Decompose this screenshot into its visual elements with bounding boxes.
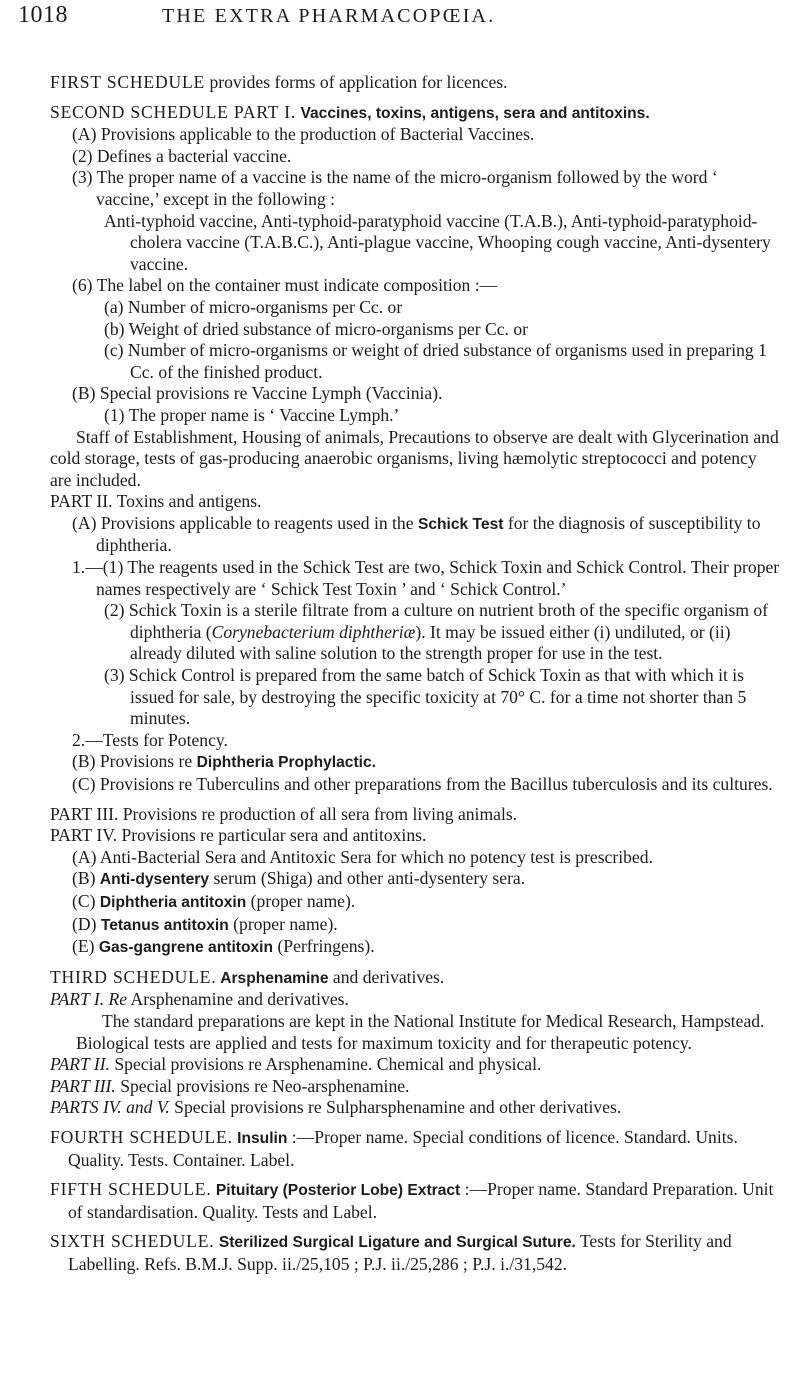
text-run: ). It may be issued either (i) undiluted, or (ii) already diluted with saline solution to the strength proper for use in the test. bbox=[130, 621, 731, 664]
section-heading: PART II. Toxins and antigens. bbox=[50, 491, 262, 512]
paragraph: (3) The proper name of a vaccine is the name of the micro-organism followed by the word ‘ vaccine,’ except in the following : bbox=[72, 167, 718, 209]
italic-term: PARTS IV. and V. bbox=[50, 1097, 170, 1118]
schedule-heading: SECOND SCHEDULE PART I. bbox=[50, 101, 297, 122]
schedule-heading: THIRD SCHEDULE. bbox=[50, 966, 217, 987]
text-run: (Perfringens). bbox=[273, 936, 375, 957]
fourth-schedule-line bbox=[50, 1127, 780, 1171]
schedule-text: provides forms of application for licences. bbox=[205, 72, 508, 92]
text-run: (A) Provisions applicable to reagents used in the bbox=[72, 512, 418, 533]
text-run: (2) Schick Toxin is a sterile filtrate from a culture on nutrient broth of the specific organism of diphtheria ( bbox=[104, 600, 769, 642]
italic-term: PART II. bbox=[50, 1054, 110, 1075]
sixth-schedule-line bbox=[50, 1231, 780, 1275]
bold-term: Anti-dysentery bbox=[99, 871, 210, 889]
paragraph: (1) The proper name is ‘ Vaccine Lymph.’ bbox=[104, 404, 400, 425]
paragraph: 1.—(1) The reagents used in the Schick Test are two, Schick Toxin and Schick Control. Their proper names respectively are ‘ Schick Test Toxin ’ and ‘ Schick Control.’ bbox=[72, 557, 780, 599]
schedule-heading: FOURTH SCHEDULE. bbox=[50, 1126, 233, 1147]
paragraph: (a) Number of micro-organisms per Cc. or bbox=[104, 296, 403, 317]
text-run: Special provisions re Arsphenamine. Chemical and physical. bbox=[109, 1054, 542, 1075]
text-run: :—Proper name. Special conditions of licence. Standard. Units. Quality. Tests. Container. Label. bbox=[68, 1126, 738, 1170]
bold-term: Tetanus antitoxin bbox=[100, 916, 229, 934]
fifth-schedule-line bbox=[50, 1179, 780, 1223]
bold-term: Arsphenamine bbox=[216, 969, 329, 987]
third-schedule-line bbox=[50, 967, 780, 990]
text-run: serum (Shiga) and other anti-dysentery sera. bbox=[209, 868, 526, 889]
bold-term: Pituitary (Posterior Lobe) Extract bbox=[211, 1182, 461, 1200]
text-run: :—Proper name. Standard Preparation. Unit of standardisation. Quality. Tests and Label. bbox=[68, 1179, 774, 1222]
paragraph bbox=[72, 751, 780, 774]
paragraph bbox=[50, 1076, 780, 1098]
bold-term: Diphtheria antitoxin bbox=[99, 893, 247, 911]
text-run: Arsphenamine and derivatives. bbox=[127, 989, 349, 1010]
paragraph: 2.—Tests for Potency. bbox=[72, 729, 228, 750]
bold-term: Gas-gangrene antitoxin bbox=[98, 939, 274, 957]
paragraph bbox=[72, 891, 780, 914]
paragraph bbox=[72, 513, 780, 557]
paragraph bbox=[50, 1054, 780, 1076]
schedule-heading: SIXTH SCHEDULE. bbox=[50, 1231, 215, 1252]
italic-term: PART I. bbox=[50, 989, 105, 1010]
text-run: (B) bbox=[72, 868, 100, 889]
bold-term: Schick Test bbox=[417, 515, 504, 533]
italic-term: PART III. bbox=[50, 1075, 116, 1096]
paragraph: The standard preparations are kept in the National Institute for Medical Research, Hampstead. Biological tests are applied and tests for maximum toxicity and for therapeutic potency. bbox=[76, 1010, 765, 1053]
text-run: Tests for Sterility and Labelling. Refs. B.M.J. Supp. ii./25,105 ; P.J. ii./25,286 ; P.J. i./31,542. bbox=[68, 1231, 732, 1274]
page-header bbox=[0, 0, 801, 42]
running-head: THE EXTRA PHARMACOPŒIA. bbox=[162, 5, 496, 27]
section-heading: PART III. Provisions re production of all sera from living animals. bbox=[50, 803, 518, 824]
paragraph: (c) Number of micro-organisms or weight of dried substance of organisms used in preparing 1 Cc. of the finished product. bbox=[104, 340, 767, 382]
bold-term: Insulin bbox=[232, 1129, 288, 1147]
page-number: 1018 bbox=[18, 2, 68, 28]
text-run: Special provisions re Neo-arsphenamine. bbox=[115, 1075, 410, 1096]
page-body bbox=[50, 72, 780, 1275]
text-run: for the diagnosis of susceptibility to diphtheria. bbox=[96, 512, 761, 556]
paragraph: Anti-typhoid vaccine, Anti-typhoid-paratyphoid vaccine (T.A.B.), Anti-typhoid-paratyphoid-cholera vaccine (T.A.B.C.), Anti-plague vaccine, Whooping cough vaccine, Anti-dysentery vaccine. bbox=[104, 210, 771, 274]
italic-term: Corynebacterium diphtheriæ bbox=[211, 621, 416, 642]
paragraph: (C) Provisions re Tuberculins and other preparations from the Bacillus tuberculosis and its cultures. bbox=[72, 774, 773, 794]
text-run: and derivatives. bbox=[328, 966, 445, 987]
paragraph: (A) Anti-Bacterial Sera and Antitoxic Sera for which no potency test is prescribed. bbox=[72, 846, 653, 867]
text-run: (E) bbox=[72, 936, 99, 957]
bold-term: Sterilized Surgical Ligature and Surgical Suture. bbox=[214, 1234, 576, 1252]
paragraph: (2) Defines a bacterial vaccine. bbox=[72, 145, 292, 166]
paragraph: (6) The label on the container must indicate composition :— bbox=[72, 275, 498, 296]
paragraph: (3) Schick Control is prepared from the same batch of Schick Toxin as that with which it is issued for sale, by destroying the specific toxicity at 70° C. for a time not shorter than 5 minutes. bbox=[104, 665, 747, 729]
paragraph bbox=[104, 600, 780, 665]
paragraph: (B) Special provisions re Vaccine Lymph (Vaccinia). bbox=[72, 383, 443, 404]
italic-term: Re bbox=[104, 989, 128, 1010]
paragraph bbox=[72, 936, 780, 959]
paragraph bbox=[50, 989, 780, 1011]
text-run: (B) Provisions re bbox=[72, 751, 197, 772]
section-heading: PART IV. Provisions re particular sera and antitoxins. bbox=[50, 825, 427, 846]
paragraph bbox=[50, 1097, 780, 1119]
first-schedule-line bbox=[50, 72, 780, 94]
text-run: (D) bbox=[72, 913, 101, 934]
text-run: (C) bbox=[72, 890, 100, 911]
bold-term: Diphtheria Prophylactic. bbox=[196, 754, 376, 772]
paragraph bbox=[72, 868, 780, 891]
text-run: Special provisions re Sulpharsphenamine and other derivatives. bbox=[169, 1097, 622, 1118]
text-run: (proper name). bbox=[228, 913, 338, 934]
paragraph: Staff of Establishment, Housing of animals, Precautions to observe are dealt with Glycerination and cold storage, tests of gas-producing anaerobic organisms, living hæmolytic streptococci and potency are included. bbox=[50, 426, 779, 490]
second-schedule-line bbox=[50, 102, 780, 125]
schedule-heading: FIFTH SCHEDULE. bbox=[50, 1179, 212, 1200]
schedule-heading: FIRST SCHEDULE bbox=[50, 72, 206, 92]
paragraph: (b) Weight of dried substance of micro-organisms per Cc. or bbox=[104, 318, 528, 339]
schedule-text: Vaccines, toxins, antigens, sera and antitoxins. bbox=[296, 104, 650, 122]
paragraph bbox=[72, 914, 780, 937]
paragraph: (A) Provisions applicable to the production of Bacterial Vaccines. bbox=[72, 124, 535, 145]
text-run: (proper name). bbox=[246, 890, 356, 911]
